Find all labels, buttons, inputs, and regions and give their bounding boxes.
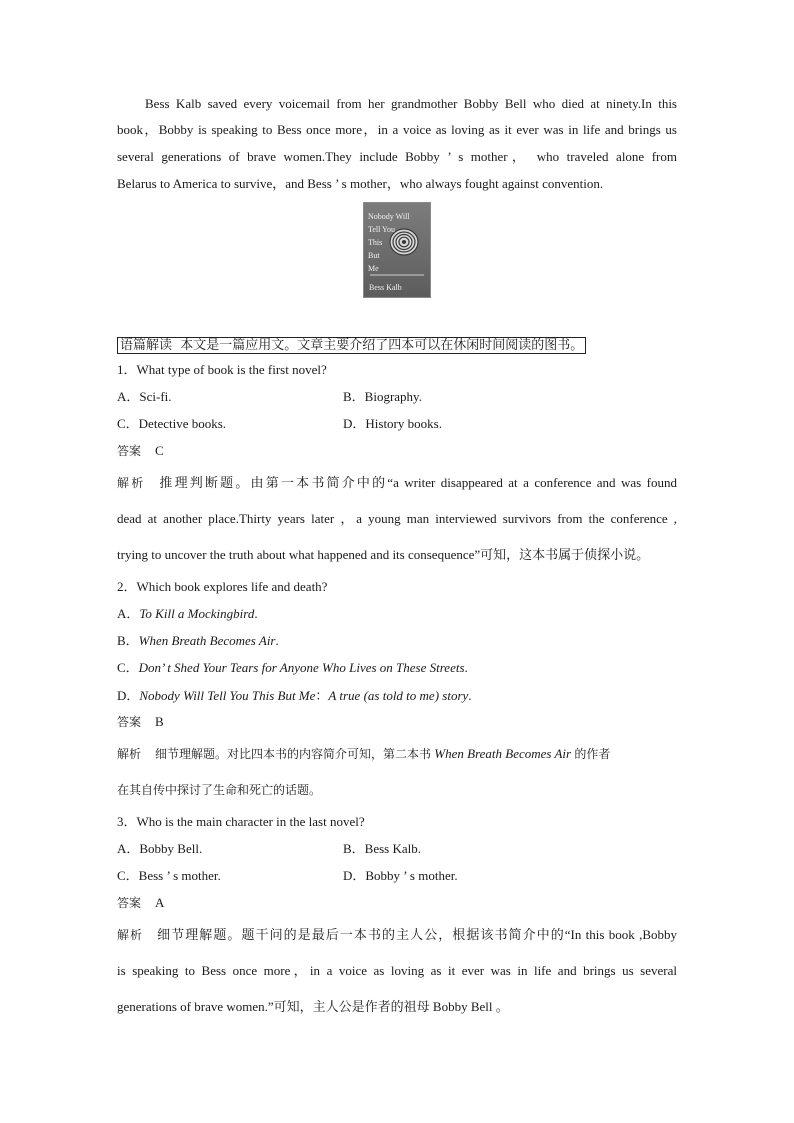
passage-line-3: several generations of brave women.They include Bobby ’ s mother， who traveled alone from (117, 149, 677, 164)
q1-analysis-label: 解析 (117, 476, 146, 490)
q3-question: 3．Who is the main character in the last novel? (117, 814, 365, 829)
q3-analysis-line-3: generations of brave women.”可知，主人公是作者的祖母 Bobby Bell 。 (117, 999, 509, 1014)
q1-option-a: A．Sci-fi. (117, 389, 172, 404)
q1-analysis-line-1 (117, 475, 677, 491)
q2-option-d-subtitle: A true (as told to me) story (328, 688, 469, 703)
summary-box (117, 337, 586, 354)
q2-analysis-label: 解析 (117, 747, 142, 761)
q2-option-d-prefix: D． (117, 688, 140, 703)
q3-analysis-text-1: 细节理解题。题干问的是最后一本书的主人公，根据该书简介中的“In this book ,Bobby (157, 927, 677, 942)
q3-option-b: B．Bess Kalb. (343, 841, 422, 856)
passage-line-2: book，Bobby is speaking to Bess once more，in a voice as loving as it ever was in life and brings us (117, 122, 677, 137)
q1-answer-label: 答案 (117, 444, 142, 458)
q2-option-a: A．To Kill a Mockingbird. (117, 606, 258, 621)
q2-option-d: D．Nobody Will Tell You This But Me：A true (as told to me) story. (117, 688, 472, 703)
q2-option-c-title: Don’ t Shed Your Tears for Anyone Who Lives on These Streets (138, 660, 465, 675)
book-cover-title: Nobody Will Tell You This But Me (368, 212, 410, 273)
q3-answer-value: A (155, 895, 165, 910)
q3-answer (117, 895, 164, 911)
q1-question: 1．What type of book is the first novel? (117, 362, 327, 377)
q3-analysis-line-2: is speaking to Bess once more，in a voice as loving as it ever was in life and brings us several (117, 963, 677, 978)
q2-option-c-prefix: C． (117, 660, 139, 675)
q1-answer-value: C (155, 443, 164, 458)
q3-option-d: D．Bobby ’ s mother. (343, 868, 458, 883)
q2-analysis-text-1b: When Breath Becomes Air (434, 746, 572, 761)
q1-option-c: C．Detective books. (117, 416, 227, 431)
q1-analysis-line-2: dead at another place.Thirty years later ，a young man interviewed survivors from the conference , (117, 511, 677, 526)
passage-line-4: Belarus to America to survive，and Bess ’ s mother，who always fought against convention. (117, 176, 604, 191)
q2-answer-label: 答案 (117, 715, 142, 729)
q3-option-a: A．Bobby Bell. (117, 841, 203, 856)
q1-option-b: B．Biography. (343, 389, 422, 404)
q3-analysis-label: 解析 (117, 928, 144, 942)
q2-option-b-prefix: B． (117, 633, 139, 648)
q1-option-d: D．History books. (343, 416, 442, 431)
q2-analysis-line-2: 在其自传中探讨了生命和死亡的话题。 (117, 783, 322, 797)
summary-label: 语篇解读 (120, 338, 173, 353)
summary-text: 本文是一篇应用文。文章主要介绍了四本可以在休闲时间阅读的图书。 (180, 338, 584, 353)
q1-answer (117, 443, 164, 459)
book-cover-author: Bess Kalb (369, 283, 402, 292)
q1-analysis-text-1: 推理判断题。由第一本书简介中的“a writer disappeared at a conference and was found (159, 475, 677, 490)
q2-analysis-text-1a: 细节理解题。对比四本书的内容简介可知，第二本书 (155, 747, 432, 761)
book-cover-image (363, 202, 431, 298)
q2-option-d-title: Nobody Will Tell You This But Me (139, 688, 316, 703)
q3-answer-label: 答案 (117, 896, 142, 910)
q2-answer (117, 714, 164, 730)
q2-option-c: C．Don’ t Shed Your Tears for Anyone Who Lives on These Streets. (117, 660, 468, 675)
q2-option-a-prefix: A． (117, 606, 140, 621)
q2-option-b: B．When Breath Becomes Air. (117, 633, 279, 648)
coil-spiral-icon (388, 226, 420, 258)
q2-option-b-title: When Breath Becomes Air (138, 633, 276, 648)
q3-analysis-line-1 (117, 927, 677, 943)
q2-analysis-text-1c: 的作者 (574, 747, 611, 761)
q2-question: 2．Which book explores life and death? (117, 579, 328, 594)
q1-analysis-line-3: trying to uncover the truth about what happened and its consequence”可知，这本书属于侦探小说。 (117, 547, 650, 562)
book-cover-rule (370, 274, 424, 276)
passage-line-1: Bess Kalb saved every voicemail from her grandmother Bobby Bell who died at ninety.In this (145, 96, 677, 111)
q3-option-c: C．Bess ’ s mother. (117, 868, 221, 883)
q2-answer-value: B (155, 714, 164, 729)
q2-option-a-title: To Kill a Mockingbird (139, 606, 255, 621)
q2-analysis-line-1 (117, 746, 610, 762)
